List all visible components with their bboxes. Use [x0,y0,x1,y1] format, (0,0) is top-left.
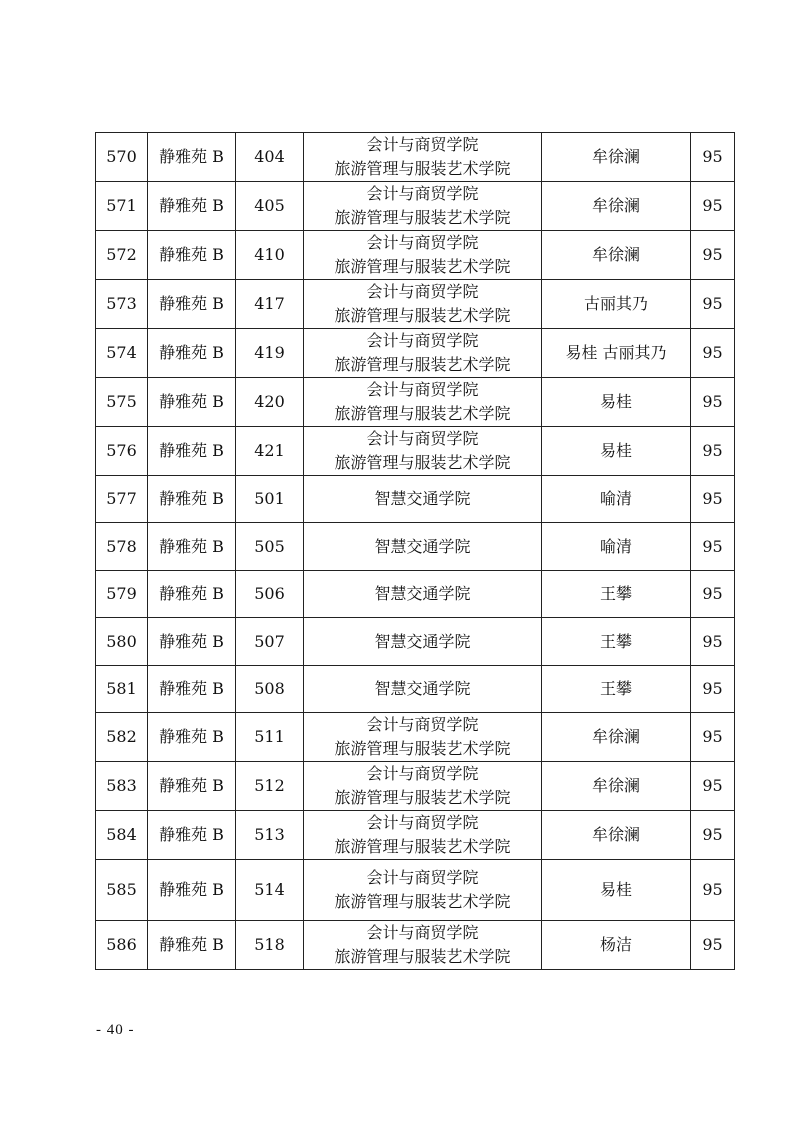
inspector-cell: 古丽其乃 [542,280,691,329]
college-name: 智慧交通学院 [374,631,471,651]
college-cell [304,378,542,427]
building-cell: 静雅苑 B [148,280,236,329]
college-name: 旅游管理与服装艺术学院 [334,739,511,758]
building-cell: 静雅苑 B [148,427,236,476]
table-row [96,378,735,427]
row-number-cell: 576 [96,427,148,476]
inspector-cell: 易桂 古丽其乃 [542,329,691,378]
college-cell [304,231,542,280]
building-cell: 静雅苑 B [148,762,236,811]
room-number-cell: 410 [236,231,304,280]
college-name: 会计与商贸学院 [366,764,479,783]
college-cell [304,762,542,811]
room-number-cell: 518 [236,921,304,970]
building-cell: 静雅苑 B [148,713,236,762]
inspector-cell: 牟徐澜 [542,713,691,762]
building-cell: 静雅苑 B [148,476,236,523]
row-number-cell: 581 [96,666,148,713]
college-cell [304,182,542,231]
table-row [96,133,735,182]
table-row [96,713,735,762]
college-name: 会计与商贸学院 [366,233,479,252]
room-number-cell: 421 [236,427,304,476]
college-cell [304,280,542,329]
college-cell [304,476,542,523]
row-number-cell: 582 [96,713,148,762]
building-cell: 静雅苑 B [148,860,236,921]
table-row [96,182,735,231]
row-number-cell: 574 [96,329,148,378]
building-cell: 静雅苑 B [148,811,236,860]
row-number-cell: 578 [96,523,148,571]
college-name: 旅游管理与服装艺术学院 [334,208,511,227]
inspector-cell: 牟徐澜 [542,231,691,280]
college-cell [304,427,542,476]
college-name: 旅游管理与服装艺术学院 [334,159,511,178]
inspector-cell: 易桂 [542,427,691,476]
college-cell [304,523,542,571]
inspector-cell: 易桂 [542,860,691,921]
room-number-cell: 420 [236,378,304,427]
score-cell: 95 [691,427,735,476]
college-cell [304,133,542,182]
table-row [96,427,735,476]
score-cell: 95 [691,811,735,860]
college-cell [304,921,542,970]
table-row [96,921,735,970]
college-cell [304,329,542,378]
college-name: 旅游管理与服装艺术学院 [334,453,511,472]
building-cell: 静雅苑 B [148,329,236,378]
building-cell: 静雅苑 B [148,133,236,182]
college-name: 会计与商贸学院 [366,282,479,301]
row-number-cell: 586 [96,921,148,970]
inspector-cell: 牟徐澜 [542,133,691,182]
table-row [96,571,735,618]
table-row [96,618,735,666]
score-cell: 95 [691,713,735,762]
college-name: 智慧交通学院 [374,584,471,603]
college-name: 会计与商贸学院 [366,380,479,399]
college-name: 会计与商贸学院 [366,184,479,203]
row-number-cell: 583 [96,762,148,811]
row-number-cell: 570 [96,133,148,182]
college-name: 智慧交通学院 [374,489,471,508]
table-row [96,280,735,329]
college-name: 旅游管理与服装艺术学院 [334,837,511,856]
row-number-cell: 573 [96,280,148,329]
inspector-cell: 喻清 [542,476,691,523]
room-number-cell: 506 [236,571,304,618]
dormitory-score-table [95,132,735,970]
inspector-cell: 杨洁 [542,921,691,970]
row-number-cell: 579 [96,571,148,618]
room-number-cell: 508 [236,666,304,713]
score-cell: 95 [691,476,735,523]
room-number-cell: 507 [236,618,304,666]
building-cell: 静雅苑 B [148,571,236,618]
inspector-cell: 易桂 [542,378,691,427]
room-number-cell: 511 [236,713,304,762]
room-number-cell: 419 [236,329,304,378]
building-cell: 静雅苑 B [148,231,236,280]
college-name: 会计与商贸学院 [366,923,479,942]
table-row [96,523,735,571]
building-cell: 静雅苑 B [148,523,236,571]
row-number-cell: 572 [96,231,148,280]
score-cell: 95 [691,523,735,571]
college-name: 智慧交通学院 [374,679,471,698]
college-cell [304,860,542,921]
score-cell: 95 [691,182,735,231]
table-row [96,762,735,811]
college-name: 智慧交通学院 [374,536,471,556]
score-cell: 95 [691,329,735,378]
building-cell: 静雅苑 B [148,378,236,427]
page-number: - 40 - [96,1022,135,1038]
college-cell [304,713,542,762]
row-number-cell: 575 [96,378,148,427]
inspector-cell: 王攀 [542,666,691,713]
row-number-cell: 571 [96,182,148,231]
inspector-cell: 王攀 [542,618,691,666]
score-cell: 95 [691,133,735,182]
college-name: 旅游管理与服装艺术学院 [334,947,511,966]
building-cell: 静雅苑 B [148,921,236,970]
college-cell [304,618,542,666]
inspector-cell: 喻清 [542,523,691,571]
score-cell: 95 [691,231,735,280]
row-number-cell: 580 [96,618,148,666]
college-cell [304,571,542,618]
college-cell [304,811,542,860]
room-number-cell: 404 [236,133,304,182]
row-number-cell: 584 [96,811,148,860]
room-number-cell: 417 [236,280,304,329]
room-number-cell: 512 [236,762,304,811]
row-number-cell: 577 [96,476,148,523]
college-name: 旅游管理与服装艺术学院 [334,404,511,423]
building-cell: 静雅苑 B [148,182,236,231]
table-row [96,231,735,280]
score-cell: 95 [691,860,735,921]
college-name: 会计与商贸学院 [366,715,479,734]
score-cell: 95 [691,762,735,811]
row-number-cell: 585 [96,860,148,921]
score-cell: 95 [691,378,735,427]
score-cell: 95 [691,571,735,618]
room-number-cell: 514 [236,860,304,921]
inspector-cell: 牟徐澜 [542,182,691,231]
room-number-cell: 405 [236,182,304,231]
table-row [96,329,735,378]
room-number-cell: 513 [236,811,304,860]
college-name: 会计与商贸学院 [366,331,479,350]
college-name: 会计与商贸学院 [366,135,479,154]
college-name: 旅游管理与服装艺术学院 [334,306,511,325]
room-number-cell: 501 [236,476,304,523]
building-cell: 静雅苑 B [148,666,236,713]
college-name: 会计与商贸学院 [366,429,479,448]
table-row [96,860,735,921]
college-name: 旅游管理与服装艺术学院 [334,892,511,911]
score-cell: 95 [691,618,735,666]
college-name: 旅游管理与服装艺术学院 [334,788,511,807]
score-cell: 95 [691,280,735,329]
college-cell [304,666,542,713]
inspector-cell: 王攀 [542,571,691,618]
room-number-cell: 505 [236,523,304,571]
inspector-cell: 牟徐澜 [542,811,691,860]
college-name: 会计与商贸学院 [366,868,479,887]
table-row [96,811,735,860]
score-cell: 95 [691,921,735,970]
table-row [96,476,735,523]
inspector-cell: 牟徐澜 [542,762,691,811]
college-name: 会计与商贸学院 [366,813,479,832]
building-cell: 静雅苑 B [148,618,236,666]
college-name: 旅游管理与服装艺术学院 [334,257,511,276]
college-name: 旅游管理与服装艺术学院 [334,355,511,374]
table-row [96,666,735,713]
score-cell: 95 [691,666,735,713]
